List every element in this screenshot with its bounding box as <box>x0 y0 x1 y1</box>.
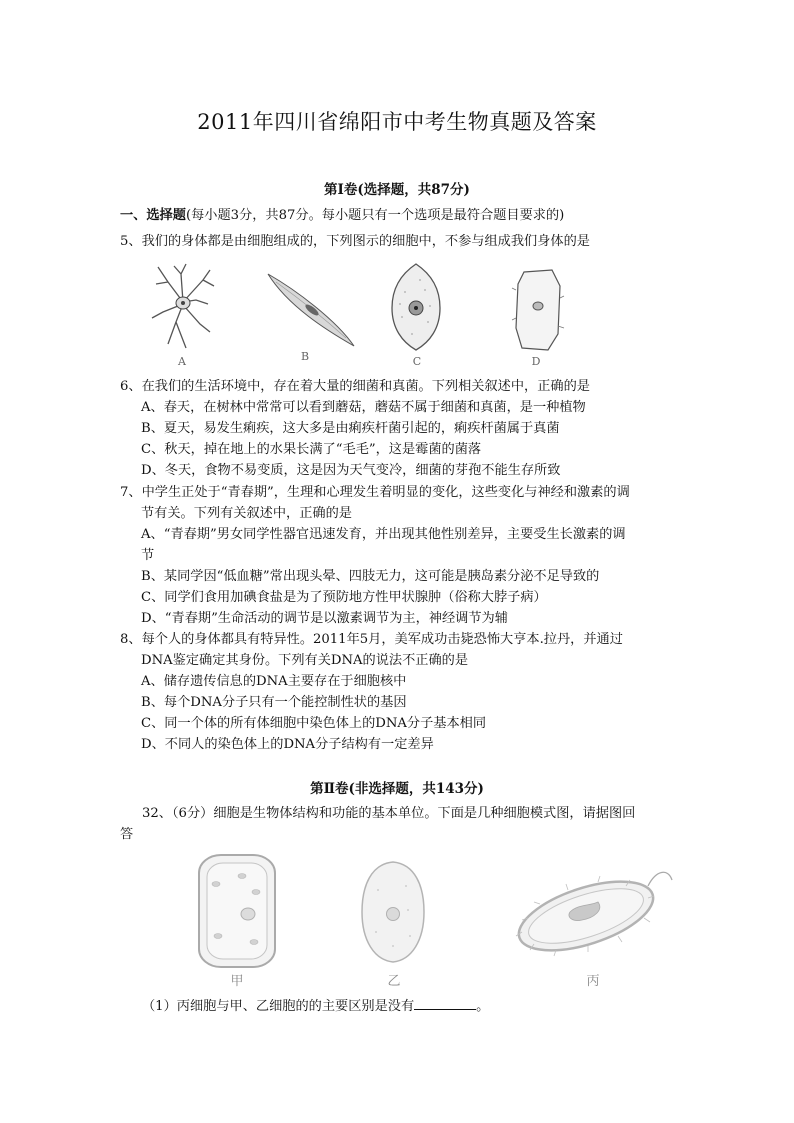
q32-label-jia: 甲 <box>230 974 244 989</box>
animal-cell-yi-figure <box>360 860 426 964</box>
q5-label-a: A <box>178 355 186 368</box>
document-title: 2011年四川省绵阳市中考生物真题及答案 <box>197 110 597 134</box>
q32-stem-line1: 32、（6分）细胞是生物体结构和功能的基本单位。下面是几种细胞模式图，请据图回 <box>142 806 636 821</box>
q6-option-a: A、春天，在树林中常常可以看到蘑菇，蘑菇不属于细菌和真菌，是一种植物 <box>141 400 586 415</box>
part2-heading: 第Ⅱ卷(非选择题，共143分) <box>310 781 484 797</box>
q32-label-bing: 丙 <box>586 974 600 989</box>
q7-stem-line1: 7、中学生正处于“青春期”，生理和心理发生着明显的变化，这些变化与神经和激素的调 <box>120 485 630 500</box>
epithelial-cell-figure <box>390 262 442 352</box>
q7-option-a-line2: 节 <box>141 548 155 563</box>
plant-cell-jia-figure <box>196 852 278 970</box>
q5-label-b: B <box>300 350 310 363</box>
section-intro <box>120 207 564 225</box>
q5-label-d: D <box>531 355 541 368</box>
q8-option-d: D、不同人的染色体上的DNA分子结构有一定差异 <box>141 737 434 752</box>
q7-option-d: D、“青春期”生命活动的调节是以激素调节为主，神经调节为辅 <box>141 611 508 626</box>
q5-label-c: C <box>412 355 422 368</box>
part1-heading: 第Ⅰ卷(选择题，共87分) <box>324 182 470 198</box>
plant-cell-figure <box>512 268 564 352</box>
smooth-muscle-cell-figure <box>266 270 356 348</box>
q5-stem: 5、我们的身体都是由细胞组成的，下列图示的细胞中，不参与组成我们身体的是 <box>120 234 590 249</box>
q32-sub1-answer-blank[interactable] <box>414 997 476 1010</box>
q8-stem-line1: 8、每个人的身体都具有特异性。2011年5月，美军成功击毙恐怖大亨本.拉丹，并通过 <box>120 632 623 647</box>
q8-option-c: C、同一个体的所有体细胞中染色体上的DNA分子基本相同 <box>141 716 487 731</box>
section-intro-bold: 一、选择题 <box>120 208 186 223</box>
q6-stem: 6、在我们的生活环境中，存在着大量的细菌和真菌。下列相关叙述中，正确的是 <box>120 379 590 394</box>
bacterium-bing-figure <box>508 866 678 956</box>
q32-subquestion-1 <box>142 997 489 1016</box>
q32-label-yi: 乙 <box>387 974 401 989</box>
q7-stem-line2: 节有关。下列有关叙述中，正确的是 <box>141 506 352 521</box>
q6-option-b: B、夏天，易发生痢疾，这大多是由痢疾杆菌引起的，痢疾杆菌属于真菌 <box>141 421 560 436</box>
q6-option-c: C、秋天，掉在地上的水果长满了“毛毛”，这是霉菌的菌落 <box>141 442 482 457</box>
q32-sub1-text: （1）丙细胞与甲、乙细胞的的主要区别是没有 <box>142 999 415 1014</box>
q8-option-a: A、储存遗传信息的DNA主要存在于细胞核中 <box>141 674 407 689</box>
q7-option-c: C、同学们食用加碘食盐是为了预防地方性甲状腺肿（俗称大脖子病） <box>141 590 547 605</box>
q32-sub1-end: 。 <box>476 999 490 1014</box>
q7-option-a-line1: A、“青春期”男女同学性器官迅速发育，并出现其他性别差异，主要受生长激素的调 <box>141 527 626 542</box>
q8-option-b: B、每个DNA分子只有一个能控制性状的基因 <box>141 695 407 710</box>
q8-stem-line2: DNA鉴定确定其身份。下列有关DNA的说法不正确的是 <box>141 653 469 668</box>
q32-stem-line2: 答 <box>120 827 134 842</box>
q7-option-b: B、某同学因“低血糖”常出现头晕、四肢无力，这可能是胰岛素分泌不足导致的 <box>141 569 600 584</box>
section-intro-rest: (每小题3分，共87分。每小题只有一个选项是最符合题目要求的) <box>185 208 565 223</box>
neuron-figure <box>148 262 218 352</box>
q6-option-d: D、冬天，食物不易变质，这是因为天气变冷，细菌的芽孢不能生存所致 <box>141 463 561 478</box>
